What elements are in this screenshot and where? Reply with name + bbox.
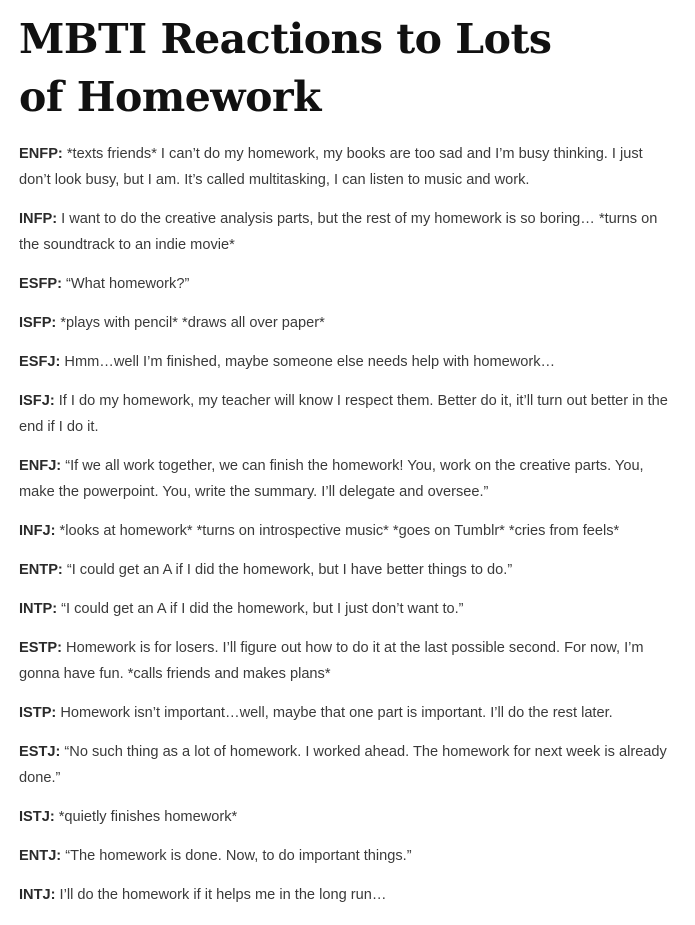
entry-estj: [19, 739, 677, 791]
entry-esfp: [19, 271, 677, 297]
type-label: ENFP:: [19, 146, 63, 162]
entry-text: “I could get an A if I did the homework, but I have better things to do.”: [62, 562, 513, 578]
entry-text: *quietly finishes homework*: [54, 809, 238, 825]
type-label: ISFP:: [19, 315, 57, 331]
type-label: ESFJ:: [19, 354, 61, 370]
entry-isfj: [19, 388, 677, 440]
entry-text: If I do my homework, my teacher will know I respect them. Better do it, it’ll turn out better in the end if I do it.: [19, 393, 668, 435]
entry-text: Homework isn’t important…well, maybe that one part is important. I’ll do the rest later.: [56, 705, 613, 721]
entry-enfp: [19, 141, 677, 193]
type-label: ISTP:: [19, 705, 57, 721]
entry-text: I’ll do the homework if it helps me in the long run…: [55, 887, 387, 903]
entry-esfj: [19, 349, 677, 375]
entry-text: *looks at homework* *turns on introspective music* *goes on Tumblr* *cries from feels*: [55, 523, 620, 539]
type-label: ESTP:: [19, 640, 62, 656]
entry-istj: [19, 804, 677, 830]
reaction-list: [19, 141, 675, 908]
entry-text: Hmm…well I’m finished, maybe someone else needs help with homework…: [60, 354, 556, 370]
type-label: ISFJ:: [19, 393, 55, 409]
entry-infp: [19, 206, 677, 258]
entry-estp: [19, 635, 677, 687]
entry-text: “If we all work together, we can finish the homework! You, work on the creative parts. You, make the powerpoint. You, write the summary. I’ll delegate and oversee.”: [19, 458, 644, 500]
type-label: ESTJ:: [19, 744, 61, 760]
type-label: ESFP:: [19, 276, 62, 292]
entry-text: I want to do the creative analysis parts, but the rest of my homework is so boring… *turns on the soundtrack to an indie movie*: [19, 211, 658, 253]
type-label: INFP:: [19, 211, 58, 227]
page-title: MBTI Reactions to Lots of Homework: [19, 15, 552, 121]
entry-text: “What homework?”: [61, 276, 190, 292]
type-label: INTP:: [19, 601, 58, 617]
entry-infj: [19, 518, 677, 544]
entry-text: *plays with pencil* *draws all over paper*: [56, 315, 325, 331]
type-label: ENTJ:: [19, 848, 62, 864]
entry-text: “The homework is done. Now, to do important things.”: [61, 848, 412, 864]
type-label: ENTP:: [19, 562, 63, 578]
entry-text: “I could get an A if I did the homework, but I just don’t want to.”: [57, 601, 464, 617]
entry-intp: [19, 596, 677, 622]
entry-text: “No such thing as a lot of homework. I worked ahead. The homework for next week is already done.”: [19, 744, 667, 786]
entry-text: Homework is for losers. I’ll figure out how to do it at the last possible second. For now, I’m gonna have fun. *calls friends and makes plans*: [19, 640, 644, 682]
entry-intj: [19, 882, 677, 908]
type-label: ISTJ:: [19, 809, 55, 825]
type-label: INFJ:: [19, 523, 56, 539]
entry-entj: [19, 843, 677, 869]
entry-isfp: [19, 310, 677, 336]
type-label: INTJ:: [19, 887, 56, 903]
entry-text: *texts friends* I can’t do my homework, my books are too sad and I’m busy thinking. I just don’t look busy, but I am. It’s called multitasking, I can listen to music and work.: [19, 146, 643, 188]
entry-enfj: [19, 453, 677, 505]
entry-entp: [19, 557, 677, 583]
type-label: ENFJ:: [19, 458, 62, 474]
entry-istp: [19, 700, 677, 726]
